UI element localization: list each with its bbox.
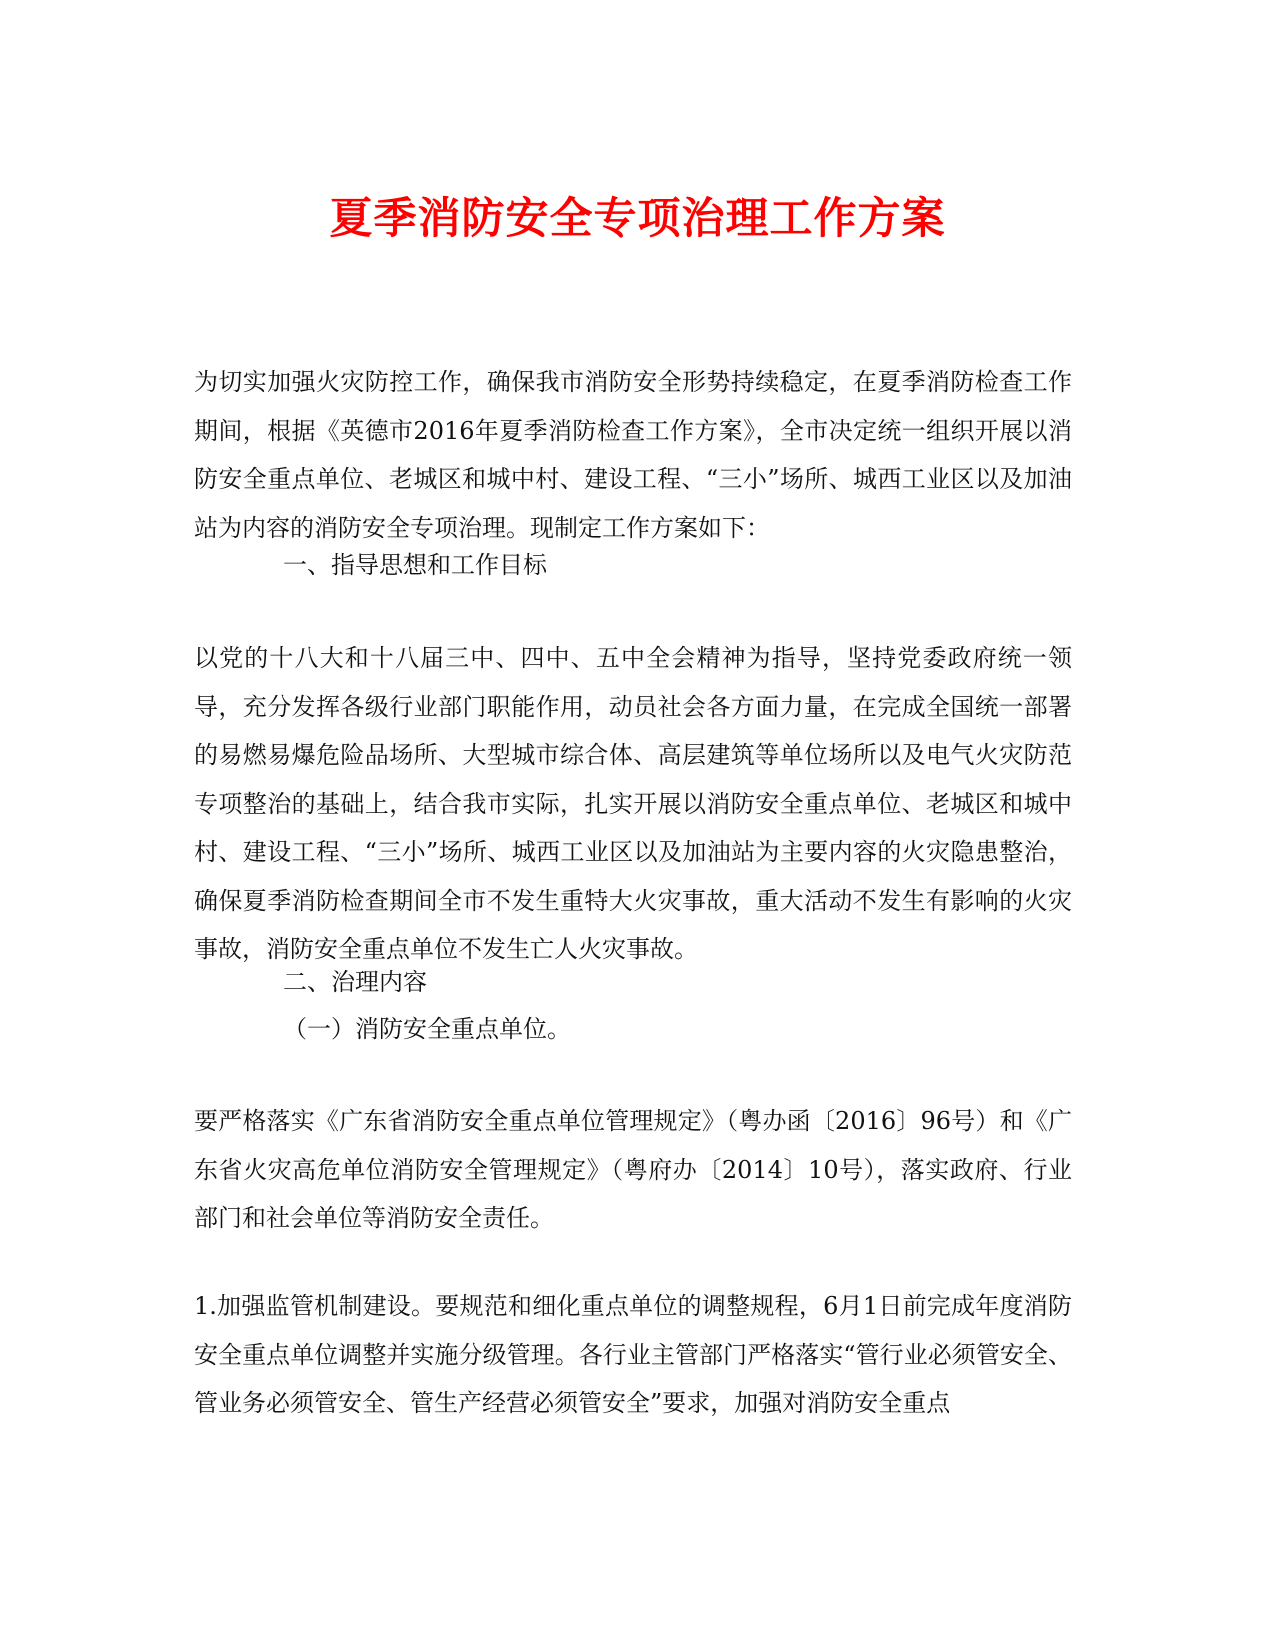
regulations-paragraph: 要严格落实《广东省消防安全重点单位管理规定》（粤办函〔2016〕96号）和《广东省火灾高危单位消防安全管理规定》（粤府办〔2014〕10号），落实政府、行业部门和社会单位等消防安全责任。 <box>194 1107 1072 1232</box>
section-heading-1: 一、指导思想和工作目标 <box>283 551 547 579</box>
section-heading-2: 二、治理内容 <box>283 968 427 996</box>
guideline-paragraph: 以党的十八大和十八届三中、四中、五中全会精神为指导，坚持党委政府统一领导，充分发挥各级行业部门职能作用，动员社会各方面力量，在完成全国统一部署的易燃易爆危险品场所、大型城市综合体、高层建筑等单位场所以及电气火灾防范专项整治的基础上，结合我市实际，扎实开展以消防安全重点单位、老城区和城中村、建设工程、“三小”场所、城西工业区以及加油站为主要内容的火灾隐患整治，确保夏季消防检查期间全市不发生重特大火灾事故，重大活动不发生有影响的火灾事故，消防安全重点单位不发生亡人火灾事故。 <box>194 644 1072 963</box>
intro-paragraph: 为切实加强火灾防控工作，确保我市消防安全形势持续稳定，在夏季消防检查工作期间，根据《英德市2016年夏季消防检查工作方案》，全市决定统一组织开展以消防安全重点单位、老城区和城中村、建设工程、“三小”场所、城西工业区以及加油站为内容的消防安全专项治理。现制定工作方案如下： <box>194 368 1072 542</box>
subsection-heading-1: （一）消防安全重点单位。 <box>283 1015 571 1043</box>
document-title: 夏季消防安全专项治理工作方案 <box>329 193 946 244</box>
item-1-paragraph: 1.加强监管机制建设。要规范和细化重点单位的调整规程，6月1日前完成年度消防安全重点单位调整并实施分级管理。各行业主管部门严格落实“管行业必须管安全、管业务必须管安全、管生产经营必须管安全”要求，加强对消防安全重点 <box>194 1292 1072 1417</box>
